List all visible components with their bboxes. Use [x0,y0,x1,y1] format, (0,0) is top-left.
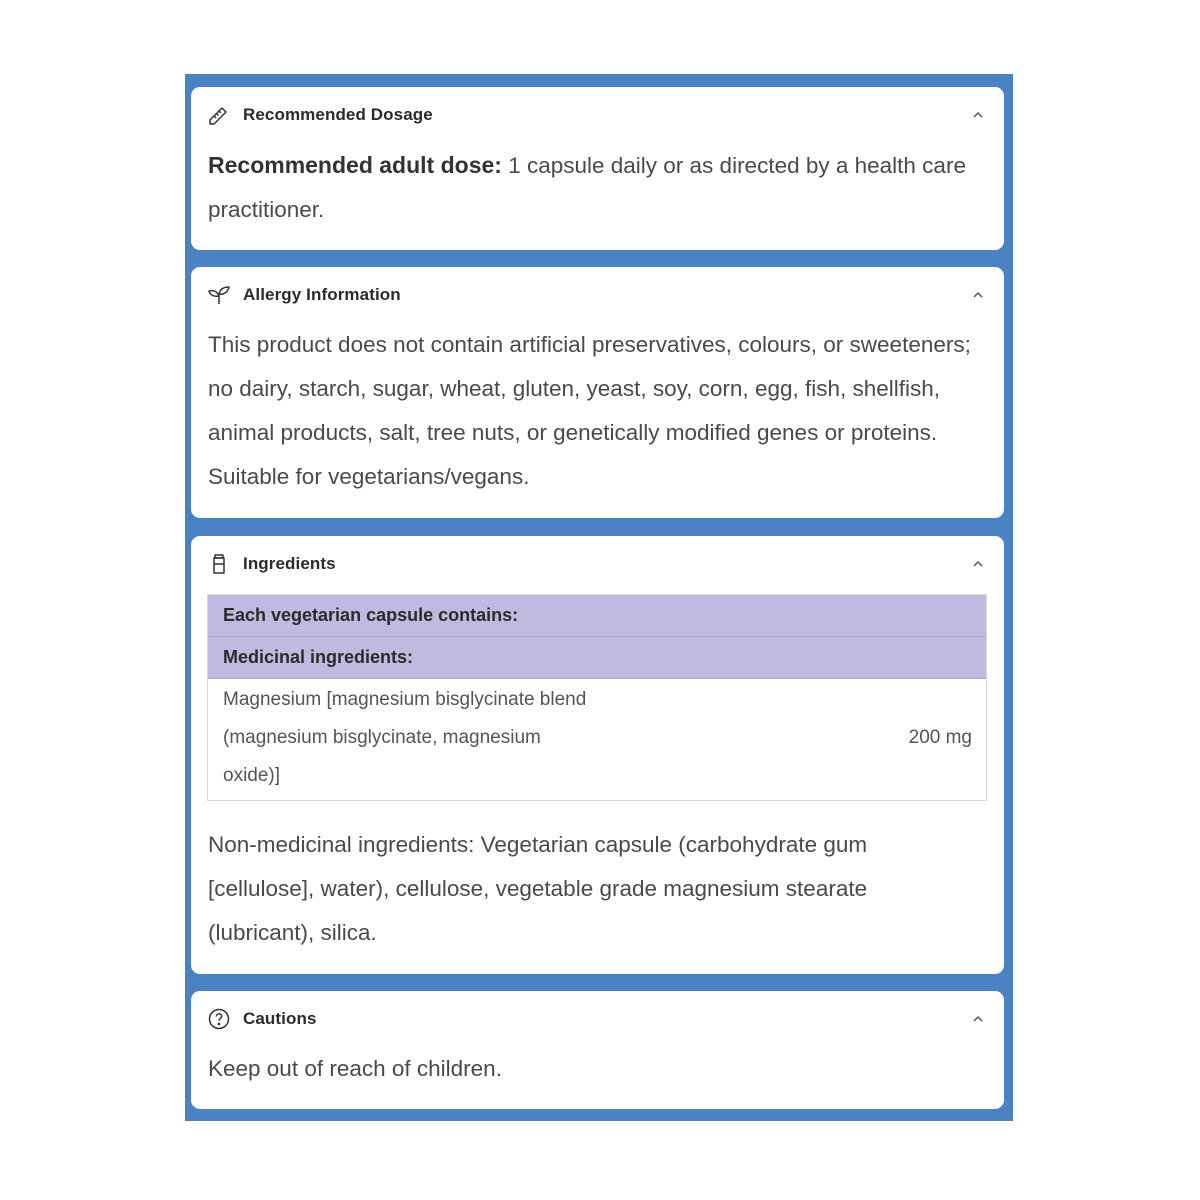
non-medicinal-text: Non-medicinal ingredients: Vegetarian capsule (carbohydrate gum [cellulose], water), cellulose, vegetable grade magnesium stearate (lubricant), silica. [208,832,868,945]
question-circle-icon [207,1007,231,1031]
cautions-title: Cautions [243,1009,317,1028]
allergy-title: Allergy Information [243,285,401,304]
chevron-up-icon[interactable] [968,105,988,125]
table-header-medicinal: Medicinal ingredients: [208,637,986,679]
leaf-sprout-icon [207,283,231,307]
ingredient-name: Magnesium [magnesium bisglycinate blend (magnesium bisglycinate, magnesium oxide)] [223,689,587,786]
allergy-text: This product does not contain artificial preservatives, colours, or sweeteners; no dairy, starch, sugar, wheat, gluten, yeast, soy, corn, egg, fish, shellfish, animal products, salt, tree nuts, or genetically modified genes or proteins. Suitable for vegetarians/vegans. [208,332,971,489]
allergy-card [191,267,1004,518]
cautions-header[interactable] [207,1007,988,1031]
dosage-card [191,87,1004,250]
bottle-icon [207,552,231,576]
ingredients-card [191,536,1004,974]
dosage-header[interactable] [207,103,988,127]
ruler-pencil-icon [207,103,231,127]
chevron-up-icon[interactable] [968,554,988,574]
table-header-capsule: Each vegetarian capsule contains: [208,595,986,637]
ingredients-title: Ingredients [243,554,336,573]
cautions-card [191,991,1004,1109]
ingredients-table [207,594,987,801]
chevron-up-icon[interactable] [968,285,988,305]
ingredients-header[interactable] [207,552,988,576]
dosage-label: Recommended adult dose: [208,152,502,178]
ingredient-amount: 200 mg [908,727,972,748]
chevron-up-icon[interactable] [968,1009,988,1029]
table-row [208,679,986,801]
dosage-text [208,143,974,232]
cautions-text: Keep out of reach of children. [208,1056,502,1081]
allergy-header[interactable] [207,283,988,307]
dosage-title: Recommended Dosage [243,105,433,124]
dosage-instructions: 1 capsule daily or as directed by a health care practitioner. [208,153,966,222]
